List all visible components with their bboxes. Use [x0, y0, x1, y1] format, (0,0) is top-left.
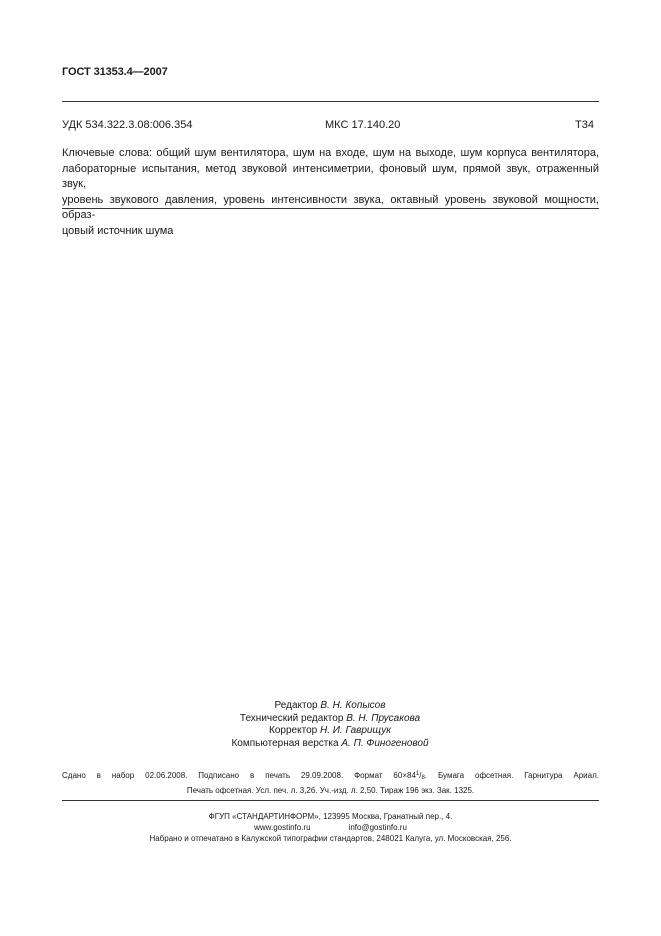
layout-name: А. П. Финогеновой — [341, 737, 429, 749]
publication-info — [62, 769, 599, 796]
credits-block — [200, 700, 460, 750]
publisher-line-3: Набрано и отпечатано в Калужской типографии стандартов, 248021 Калуга, ул. Московская, 256. — [149, 834, 512, 843]
publication-line-1-post: . Бумага офсетная. Гарнитура Ариал. — [424, 771, 599, 780]
keywords-line-1: Ключевые слова: общий шум вентилятора, шум на входе, шум на выходе, шум корпуса вентилятора, — [62, 147, 599, 159]
editor-line — [200, 700, 460, 713]
keywords-line-2: лабораторные испытания, метод звуковой интенсиметрии, фоновый шум, прямой звук, отраженный звук, — [62, 162, 599, 190]
tech-editor-name: В. Н. Прусакова — [346, 712, 421, 724]
publication-line-1: Сдано в набор 02.06.2008. Подписано в печать 29.09.2008. Формат $60\times 84^1/_8$. Бумага офсетная. Гарнитура Ариал. — [62, 771, 599, 781]
layout-line — [200, 738, 460, 751]
corrector-line — [200, 725, 460, 738]
group-code: Т34 — [575, 119, 594, 131]
mks-code: МКС 17.140.20 — [325, 119, 401, 131]
top-divider — [62, 101, 599, 102]
publication-line-2: Печать офсетная. Усл. печ. л. 3,26. Уч.-изд. л. 2,50. Тираж 196 экз. Зак. 1325. — [186, 785, 475, 795]
publication-line-1-pre: Сдано в набор 02.06.2008. Подписано в печать 29.09.2008. Формат 60×84 — [62, 771, 416, 780]
tech-editor-label: Технический редактор — [239, 712, 344, 724]
keywords-divider — [62, 208, 599, 209]
udk-code: УДК 534.322.3.08:006.354 — [62, 119, 193, 131]
document-code: ГОСТ 31353.4—2007 — [62, 66, 168, 78]
corrector-label: Корректор — [269, 725, 318, 736]
publisher-email: info@gostinfo.ru — [348, 823, 407, 832]
editor-label: Редактор — [274, 700, 318, 711]
publisher-contacts — [62, 822, 599, 833]
layout-label: Компьютерная верстка — [231, 737, 339, 749]
keywords-line-3: уровень звукового давления, уровень интенсивности звука, октавный уровень звуковой мощности, образ- — [62, 193, 599, 221]
editor-name: В. Н. Копысов — [320, 700, 386, 711]
keywords-line-4: цовый источник шума — [62, 224, 174, 237]
footer-divider — [62, 800, 599, 801]
tech-editor-line — [200, 713, 460, 726]
publisher-info — [62, 811, 599, 844]
corrector-name: Н. И. Гаврищук — [319, 725, 391, 736]
format-sup: 1 — [415, 771, 420, 777]
keywords-block — [62, 146, 599, 239]
publisher-line-1: ФГУП «СТАНДАРТИНФОРМ», 123995 Москва, Гранатный пер., 4. — [208, 812, 453, 821]
publisher-website: www.gostinfo.ru — [254, 823, 311, 832]
format-sub: 8 — [421, 775, 425, 781]
